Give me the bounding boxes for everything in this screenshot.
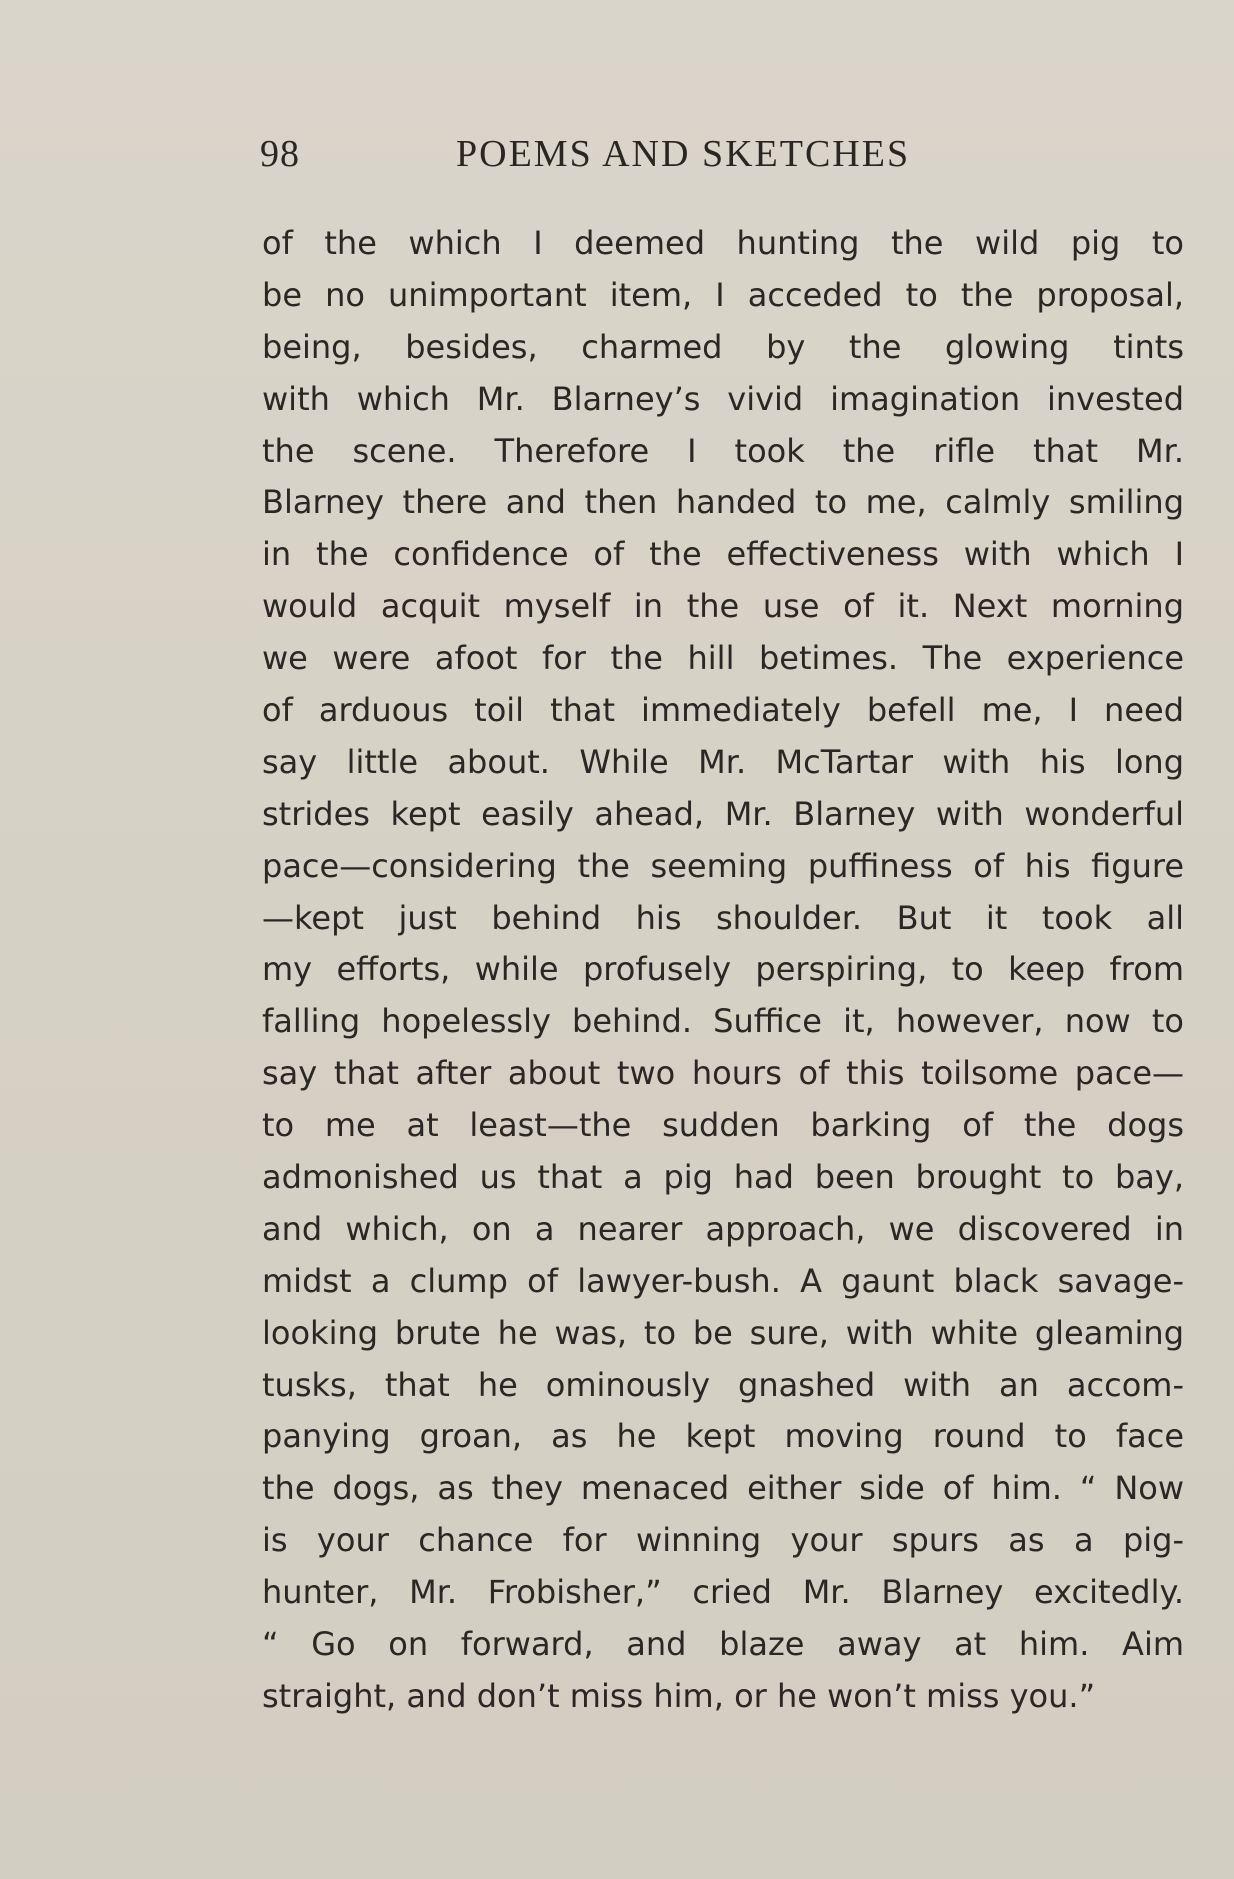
text-line: falling hopelessly behind. Suffice it, however, now to xyxy=(262,1002,1184,1041)
text-line: —kept just behind his shoulder. But it took all xyxy=(262,898,1184,937)
text-line: is your chance for winning your spurs as a pig- xyxy=(262,1521,1184,1560)
text-line: pace—considering the seeming puffiness of his figure xyxy=(262,846,1184,885)
text-line: of the which I deemed hunting the wild pig to xyxy=(262,224,1184,262)
text-line: say little about. While Mr. McTartar with his long xyxy=(262,742,1184,781)
text-line: looking brute he was, to be sure, with white gleaming xyxy=(262,1313,1184,1352)
text-line: midst a clump of lawyer-bush. A gaunt black savage- xyxy=(262,1261,1184,1300)
text-line: to me at least—the sudden barking of the dogs xyxy=(262,1106,1184,1145)
running-title: POEMS AND SKETCHES xyxy=(456,133,911,175)
text-line: strides kept easily ahead, Mr. Blarney with wonderful xyxy=(262,794,1184,833)
text-line: being, besides, charmed by the glowing tints xyxy=(262,327,1184,366)
text-line: hunter, Mr. Frobisher,” cried Mr. Blarney excitedly. xyxy=(262,1573,1184,1612)
text-line: with which Mr. Blarney’s vivid imagination invested xyxy=(262,379,1184,418)
body-text xyxy=(262,218,1184,1723)
text-line: tusks, that he ominously gnashed with an accom- xyxy=(262,1365,1184,1404)
text-line: the dogs, as they menaced either side of him. “ Now xyxy=(262,1469,1184,1508)
text-line: the scene. Therefore I took the rifle that Mr. xyxy=(262,431,1184,470)
text-line: in the confidence of the effectiveness with which I xyxy=(262,535,1184,574)
text-line: we were afoot for the hill betimes. The experience xyxy=(262,639,1184,678)
text-line: be no unimportant item, I acceded to the proposal, xyxy=(262,275,1184,314)
text-line: my efforts, while profusely perspiring, to keep from xyxy=(262,950,1184,989)
text-line: “ Go on forward, and blaze away at him. Aim xyxy=(262,1625,1184,1664)
text-line: straight, and don’t miss him, or he won’t miss you.” xyxy=(262,1676,1096,1715)
text-line: panying groan, as he kept moving round to face xyxy=(262,1417,1184,1456)
text-line: say that after about two hours of this toilsome pace— xyxy=(262,1054,1184,1093)
running-header xyxy=(260,132,990,180)
text-line: would acquit myself in the use of it. Next morning xyxy=(262,587,1184,626)
page-number: 98 xyxy=(260,133,300,175)
text-line: of arduous toil that immediately befell me, I need xyxy=(262,691,1184,730)
text-line: Blarney there and then handed to me, calmly smiling xyxy=(262,483,1184,522)
text-line: admonished us that a pig had been brought to bay, xyxy=(262,1158,1184,1197)
text-line: and which, on a nearer approach, we discovered in xyxy=(262,1209,1184,1248)
